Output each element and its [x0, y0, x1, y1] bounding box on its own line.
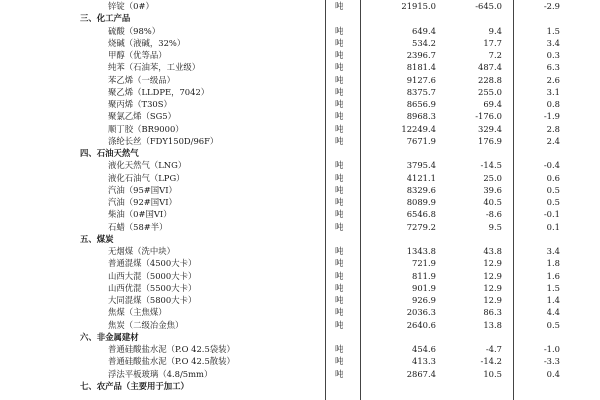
product-name: 大同混煤（5800大卡） [108, 295, 197, 305]
product-name: 浮法平板玻璃（4.8/5mm） [108, 368, 213, 379]
price-cell: 21915.0 [401, 1, 436, 11]
price-cell: 454.6 [412, 344, 436, 354]
price-cell: 2640.6 [406, 319, 436, 330]
unit-cell: 吨 [335, 99, 344, 109]
change-cell: 176.9 [478, 135, 502, 146]
table-row [0, 257, 600, 269]
unit-cell: 吨 [335, 344, 344, 354]
price-cell: 3795.4 [406, 160, 436, 171]
price-cell: 9127.6 [406, 74, 436, 85]
change-cell: -14.5 [480, 160, 502, 171]
percent-cell: -3.3 [543, 356, 560, 367]
category-title: 六、非金属建材 [80, 331, 139, 342]
table-row [0, 306, 600, 318]
percent-cell: 3.1 [546, 86, 560, 97]
table-row [0, 61, 600, 73]
percent-cell: 3.4 [546, 246, 560, 256]
percent-cell: -0.4 [543, 160, 560, 171]
unit-cell: 吨 [335, 1, 344, 11]
percent-cell: 2.6 [546, 74, 560, 85]
unit-cell: 吨 [335, 50, 344, 60]
price-cell: 926.9 [412, 295, 436, 305]
table-row [0, 74, 600, 86]
change-cell: -645.0 [475, 1, 502, 11]
product-name: 苯乙烯（一级品） [108, 74, 175, 85]
percent-cell: 1.4 [546, 295, 560, 305]
table-row [0, 86, 600, 98]
table-row [0, 282, 600, 294]
table-row [0, 221, 600, 233]
percent-cell: 6.3 [546, 62, 560, 73]
percent-cell: 0.3 [546, 50, 560, 60]
price-cell: 6546.8 [406, 209, 436, 220]
change-cell: 10.5 [483, 368, 502, 379]
unit-cell: 吨 [335, 197, 344, 207]
change-cell: 40.5 [483, 197, 502, 207]
price-cell: 2396.7 [406, 50, 436, 60]
change-cell: 69.4 [483, 99, 502, 109]
unit-cell: 吨 [335, 356, 344, 367]
product-name: 聚丙烯（T30S） [108, 99, 172, 109]
table-row [0, 98, 600, 110]
price-cell: 8656.9 [406, 99, 436, 109]
price-cell: 4121.1 [406, 172, 436, 183]
percent-cell: 0.6 [546, 172, 560, 183]
change-cell: 39.6 [483, 184, 502, 195]
product-name: 山西大混（5000大卡） [108, 270, 197, 281]
product-name: 顺丁胶（BR9000） [108, 123, 184, 134]
change-cell: 25.0 [483, 172, 502, 183]
change-cell: -176.0 [475, 111, 502, 122]
product-name: 聚乙烯（LLDPE，7042） [108, 86, 210, 97]
price-cell: 413.3 [412, 356, 436, 367]
percent-cell: 0.4 [546, 368, 560, 379]
product-name: 锌锭（0#） [108, 1, 154, 11]
table-row [0, 343, 600, 355]
price-cell: 811.9 [412, 270, 436, 281]
price-cell: 8181.4 [406, 62, 436, 73]
unit-cell: 吨 [335, 37, 344, 48]
percent-cell: -2.9 [543, 1, 560, 11]
product-name: 硫酸（98%） [108, 25, 161, 36]
product-name: 普通混煤（4500大卡） [108, 258, 197, 269]
price-cell: 2036.3 [406, 307, 436, 318]
product-name: 液化天然气（LNG） [108, 160, 187, 171]
table-row [0, 172, 600, 184]
table-row [0, 270, 600, 282]
percent-cell: 0.1 [546, 221, 560, 232]
percent-cell: 1.6 [546, 270, 560, 281]
price-cell: 901.9 [412, 282, 436, 293]
category-title: 四、石油天然气 [80, 148, 139, 158]
table-row [0, 110, 600, 122]
price-cell: 8329.6 [406, 184, 436, 195]
product-name: 柴油（0#国VI） [108, 209, 172, 220]
unit-cell: 吨 [335, 62, 344, 73]
change-cell: 12.9 [483, 258, 502, 269]
unit-cell: 吨 [335, 209, 344, 220]
price-cell: 8375.7 [406, 86, 436, 97]
category-title: 七、农产品（主要用于加工） [80, 380, 189, 391]
product-name: 烧碱（液碱，32%） [108, 37, 186, 48]
unit-cell: 吨 [335, 160, 344, 171]
price-cell: 649.4 [412, 25, 436, 36]
product-name: 甲醇（优等品） [108, 50, 167, 60]
percent-cell: 2.4 [546, 135, 560, 146]
change-cell: 487.4 [478, 62, 502, 73]
change-cell: 13.8 [483, 319, 502, 330]
table-row [0, 319, 600, 331]
change-cell: 7.2 [488, 50, 502, 60]
change-cell: 86.3 [483, 307, 502, 318]
price-cell: 2867.4 [406, 368, 436, 379]
unit-cell: 吨 [335, 172, 344, 183]
product-name: 山西优混（5500大卡） [108, 282, 197, 293]
table-row [0, 355, 600, 367]
unit-cell: 吨 [335, 86, 344, 97]
product-name: 汽油（95#国VI） [108, 184, 177, 195]
unit-cell: 吨 [335, 74, 344, 85]
table-row [0, 245, 600, 257]
change-cell: -8.6 [485, 209, 502, 220]
percent-cell: 0.8 [546, 99, 560, 109]
table-row [0, 37, 600, 49]
table-row [0, 25, 600, 37]
percent-cell: -0.1 [543, 209, 560, 220]
unit-cell: 吨 [335, 123, 344, 134]
change-cell: 17.7 [483, 37, 502, 48]
price-cell: 534.2 [412, 37, 436, 48]
percent-cell: 0.5 [546, 184, 560, 195]
category-row [0, 331, 600, 343]
table-row [0, 123, 600, 135]
product-name: 汽油（92#国VI） [108, 197, 177, 207]
product-name: 焦煤（主焦煤） [108, 307, 167, 318]
change-cell: 228.8 [478, 74, 502, 85]
table-row [0, 368, 600, 380]
table-row [0, 49, 600, 61]
percent-cell: 0.5 [546, 319, 560, 330]
table-row [0, 135, 600, 147]
percent-cell: 1.5 [546, 282, 560, 293]
table-row [0, 294, 600, 306]
product-name: 聚氯乙烯（SG5） [108, 111, 177, 122]
price-cell: 7279.2 [406, 221, 436, 232]
percent-cell: 1.8 [546, 258, 560, 269]
change-cell: 12.9 [483, 270, 502, 281]
product-name: 纯苯（石油苯，工业级） [108, 62, 201, 73]
category-title: 三、化工产品 [80, 13, 131, 24]
product-name: 焦炭（二级冶金焦） [108, 319, 184, 330]
unit-cell: 吨 [335, 270, 344, 281]
unit-cell: 吨 [335, 368, 344, 379]
unit-cell: 吨 [335, 295, 344, 305]
category-title: 五、煤炭 [80, 233, 114, 244]
unit-cell: 吨 [335, 282, 344, 293]
percent-cell: -1.0 [543, 344, 560, 354]
unit-cell: 吨 [335, 25, 344, 36]
change-cell: 329.4 [478, 123, 502, 134]
product-name: 普通硅酸盐水泥（P.O 42.5散装） [108, 356, 235, 367]
unit-cell: 吨 [335, 184, 344, 195]
category-row [0, 147, 600, 159]
table-row [0, 159, 600, 171]
change-cell: 12.9 [483, 282, 502, 293]
table-row [0, 208, 600, 220]
product-name: 无烟煤（洗中块） [108, 246, 175, 256]
product-name: 涤纶长丝（FDY150D/96F） [108, 135, 219, 146]
change-cell: 255.0 [478, 86, 502, 97]
price-cell: 1343.8 [406, 246, 436, 256]
price-cell: 12249.4 [401, 123, 436, 134]
price-cell: 7671.9 [406, 135, 436, 146]
unit-cell: 吨 [335, 221, 344, 232]
product-name: 石蜡（58#半） [108, 221, 168, 232]
table-row [0, 196, 600, 208]
percent-cell: 3.4 [546, 37, 560, 48]
change-cell: 9.5 [488, 221, 502, 232]
unit-cell: 吨 [335, 111, 344, 122]
change-cell: 9.4 [488, 25, 502, 36]
category-row [0, 12, 600, 24]
change-cell: -14.2 [480, 356, 502, 367]
unit-cell: 吨 [335, 307, 344, 318]
percent-cell: 0.5 [546, 197, 560, 207]
product-name: 普通硅酸盐水泥（P.O 42.5袋装） [108, 344, 235, 354]
product-name: 液化石油气（LPG） [108, 172, 185, 183]
price-cell: 8089.9 [406, 197, 436, 207]
category-row [0, 380, 600, 392]
unit-cell: 吨 [335, 319, 344, 330]
change-cell: -4.7 [485, 344, 502, 354]
percent-cell: 4.4 [546, 307, 560, 318]
table-row [0, 0, 600, 12]
change-cell: 43.8 [483, 246, 502, 256]
unit-cell: 吨 [335, 135, 344, 146]
change-cell: 12.9 [483, 295, 502, 305]
price-cell: 8968.3 [406, 111, 436, 122]
category-row [0, 233, 600, 245]
percent-cell: 1.5 [546, 25, 560, 36]
table-row [0, 184, 600, 196]
unit-cell: 吨 [335, 258, 344, 269]
percent-cell: -1.9 [543, 111, 560, 122]
percent-cell: 2.8 [546, 123, 560, 134]
price-cell: 721.9 [412, 258, 436, 269]
unit-cell: 吨 [335, 246, 344, 256]
